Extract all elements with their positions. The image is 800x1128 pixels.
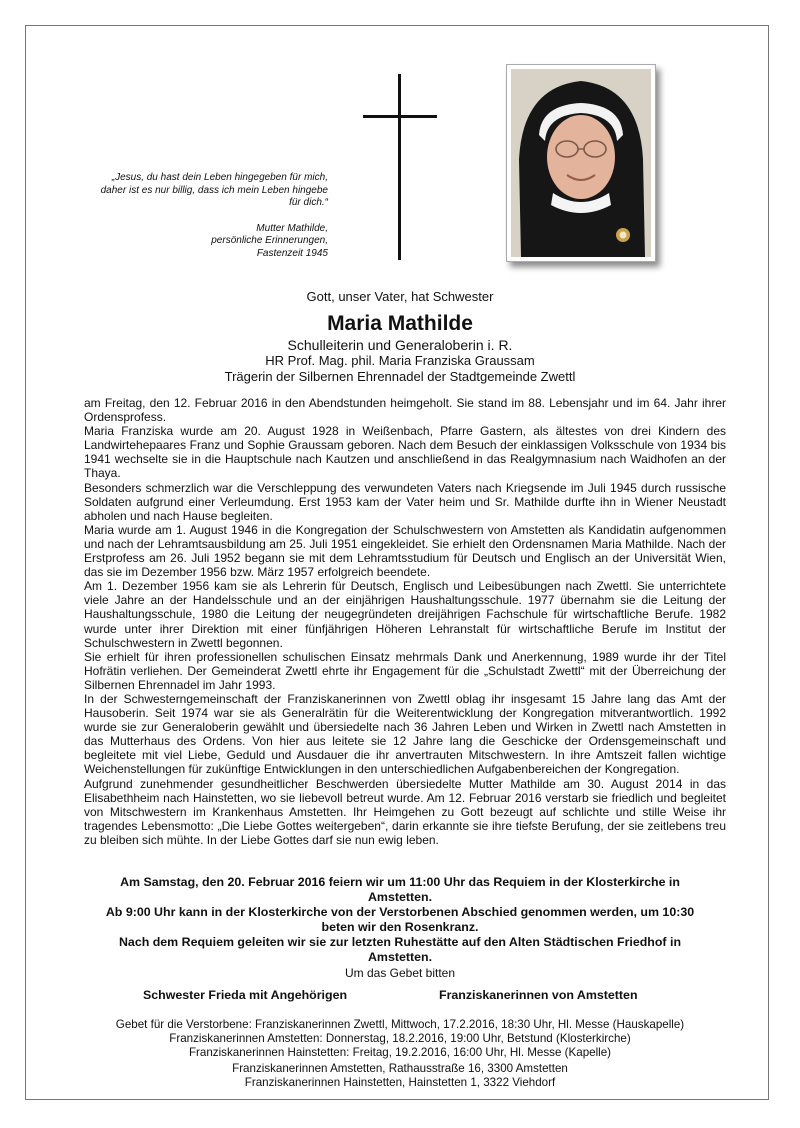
prayer-request: Um das Gebet bitten — [344, 966, 456, 980]
title-line: HR Prof. Mag. phil. Maria Franziska Graussam — [265, 353, 535, 368]
titles-block — [0, 337, 800, 385]
quote-source — [100, 223, 328, 261]
address-line: Franziskanerinnen Amstetten, Rathausstraße 16, 3300 Amstetten — [232, 1062, 568, 1075]
service-info — [95, 875, 705, 965]
service-line: Ab 9:00 Uhr kann in der Klosterkirche von der Verstorbenen Abschied genommen werden, um 10:30 beten wir den Rosenkranz. — [105, 905, 695, 934]
quote-source-line: Mutter Mathilde, — [256, 222, 328, 234]
addresses — [0, 1062, 800, 1090]
biography — [84, 396, 726, 847]
quote-source-line: persönliche Erinnerungen, — [211, 235, 328, 247]
service-line: Nach dem Requiem geleiten wir sie zur letzten Ruhestätte auf den Alten Städtischen Friedhof in Amstetten. — [118, 935, 682, 964]
title-line: Schulleiterin und Generaloberin i. R. — [287, 337, 513, 353]
quote-text: „Jesus, du hast dein Leben hingegeben für mich, daher ist es nur billig, dass ich mein Leben hingebe für dich.“ — [100, 172, 328, 209]
address-line: Franziskanerinnen Hainstetten, Hainstetten 1, 3322 Viehdorf — [244, 1076, 556, 1090]
title-line: Trägerin der Silbernen Ehrennadel der Stadtgemeinde Zwettl — [224, 369, 576, 384]
biography-paragraph: Besonders schmerzlich war die Verschleppung des verwundeten Vaters nach Kriegsende im Juli 1945 durch russische Soldaten aufgrund einer Verleumdung. Erst 1953 kam der Vater heim und Sr. Mathilde durfte ihn in Wiener Neustadt abholen und nach Hause begleiten. — [84, 480, 726, 523]
prayer-services — [0, 1018, 800, 1061]
intro-line: Gott, unser Vater, hat Schwester — [306, 289, 494, 304]
signatory-family: Schwester Frieda mit Angehörigen — [143, 988, 348, 1002]
service-line: Am Samstag, den 20. Februar 2016 feiern wir um 11:00 Uhr das Requiem in der Klosterkirche in Amstetten. — [120, 875, 680, 904]
prayer-service-line: Franziskanerinnen Amstetten: Donnerstag, 18.2.2016, 19:00 Uhr, Betstund (Klosterkirche) — [169, 1032, 631, 1046]
signatory-order: Franziskanerinnen von Amstetten — [439, 988, 638, 1002]
biography-paragraph: Maria wurde am 1. August 1946 in die Kongregation der Schulschwestern von Amstetten als Kandidatin aufgenommen und nach der Lehramtsausbildung am 25. Juli 1951 eingekleidet. Sie erhielt den Ordensnamen Maria Mathilde. Nach der Erstprofess am 26. Juli 1952 begann sie mit dem Lehramtsstudium für Deutsch und Englisch an der Universität Wien, das sie im Dezember 1956 bzw. März 1957 erfolgreich beendete. — [84, 522, 726, 580]
portrait-photo — [506, 64, 656, 262]
deceased-name: Maria Mathilde — [327, 312, 473, 335]
biography-paragraph: In der Schwesterngemeinschaft der Franziskanerinnen von Zwettl oblag ihr insgesamt 15 Jahre lang das Amt der Hausoberin. Seit 1974 war sie als Generalrätin für die Weiterentwicklung der Kongregation mitverantwortlich. 1992 wurde sie zur Generaloberin gewählt und übersiedelte nach 36 Jahren Leben und Wirken in Zwettl nach Amstetten in das Mutterhaus des Ordens. Von hier aus leitete sie 12 Jahre lang die Geschicke der Ordensgemeinschaft und begleitete mit viel Liebe, Geduld und Ausdauer die ihr anvertrauten Mitschwestern. In ihre Amtszeit fallen wichtige Weichenstellungen für zukünftige Entwicklungen in den unterschiedlichen Aufgabenbereichen der Kongregation. — [84, 691, 726, 777]
prayer-service-line: Gebet für die Verstorbene: Franziskanerinnen Zwettl, Mittwoch, 17.2.2016, 18:30 Uhr, Hl. Messe (Hauskapelle) — [115, 1018, 685, 1031]
quote-source-line: Fastenzeit 1945 — [256, 247, 328, 259]
biography-paragraph: Maria Franziska wurde am 20. August 1928 in Weißenbach, Pfarre Gastern, als ältestes von drei Kindern des Landwirtehepaares Franz und Sophie Graussam geboren. Nach dem Besuch der einklassigen Volksschule von 1934 bis 1941 wechselte sie in die Hauptschule nach Kautzen und anschließend in das Realgymnasium nach Waidhofen an der Thaya. — [84, 424, 726, 481]
quote-block — [100, 172, 328, 261]
biography-paragraph: Aufgrund zunehmender gesundheitlicher Beschwerden übersiedelte Mutter Mathilde am 30. August 2014 in das Elisabethheim nach Hainstetten, wo sie liebevoll betreut wurde. Am 12. Februar 2016 verstarb sie friedlich und begleitet von Mitschwestern im Krankenhaus Amstetten. Ihr Heimgehen zu Gott bezeugt auf schlichte und stille Weise ihr tragendes Lebensmotto: „Die Liebe Gottes weitergeben“, darin erkannte sie ihre tiefste Berufung, der sie zeitlebens treu zu bleiben sich mühte. In der Liebe Gottes darf sie nun ewig leben. — [84, 776, 726, 847]
prayer-service-line: Franziskanerinnen Hainstetten: Freitag, 19.2.2016, 16:00 Uhr, Hl. Messe (Kapelle) — [188, 1046, 612, 1060]
biography-paragraph: am Freitag, den 12. Februar 2016 in den Abendstunden heimgeholt. Sie stand im 88. Lebensjahr und im 64. Jahr ihrer Ordensprofess. — [84, 396, 726, 425]
biography-paragraph: Am 1. Dezember 1956 kam sie als Lehrerin für Deutsch, Englisch und Leibesübungen nach Zwettl. Sie unterrichtete viele Jahre an der Handelsschule und an der einjährigen Haushaltungsschule. 1977 übernahm sie die Leitung der Haushaltungsschule, 1980 die Leitung der neugegründeten dreijährigen Fachschule für wirtschaftliche Berufe. 1982 wurde unter ihrer Direktion mit einer fünfjährigen Höheren Lehranstalt für wirtschaftliche Berufe im Institut der Schulschwestern in Zwettl begonnen. — [84, 579, 726, 650]
biography-paragraph: Sie erhielt für ihren professionellen schulischen Einsatz mehrmals Dank und Anerkennung, 1989 wurde ihr der Titel Hofrätin verliehen. Der Gemeinderat Zwettl ehrte ihr Engagement für die „Schulstadt Zwettl“ mit der Überreichung der Silbernen Ehrennadel im Jahr 1993. — [84, 649, 726, 692]
